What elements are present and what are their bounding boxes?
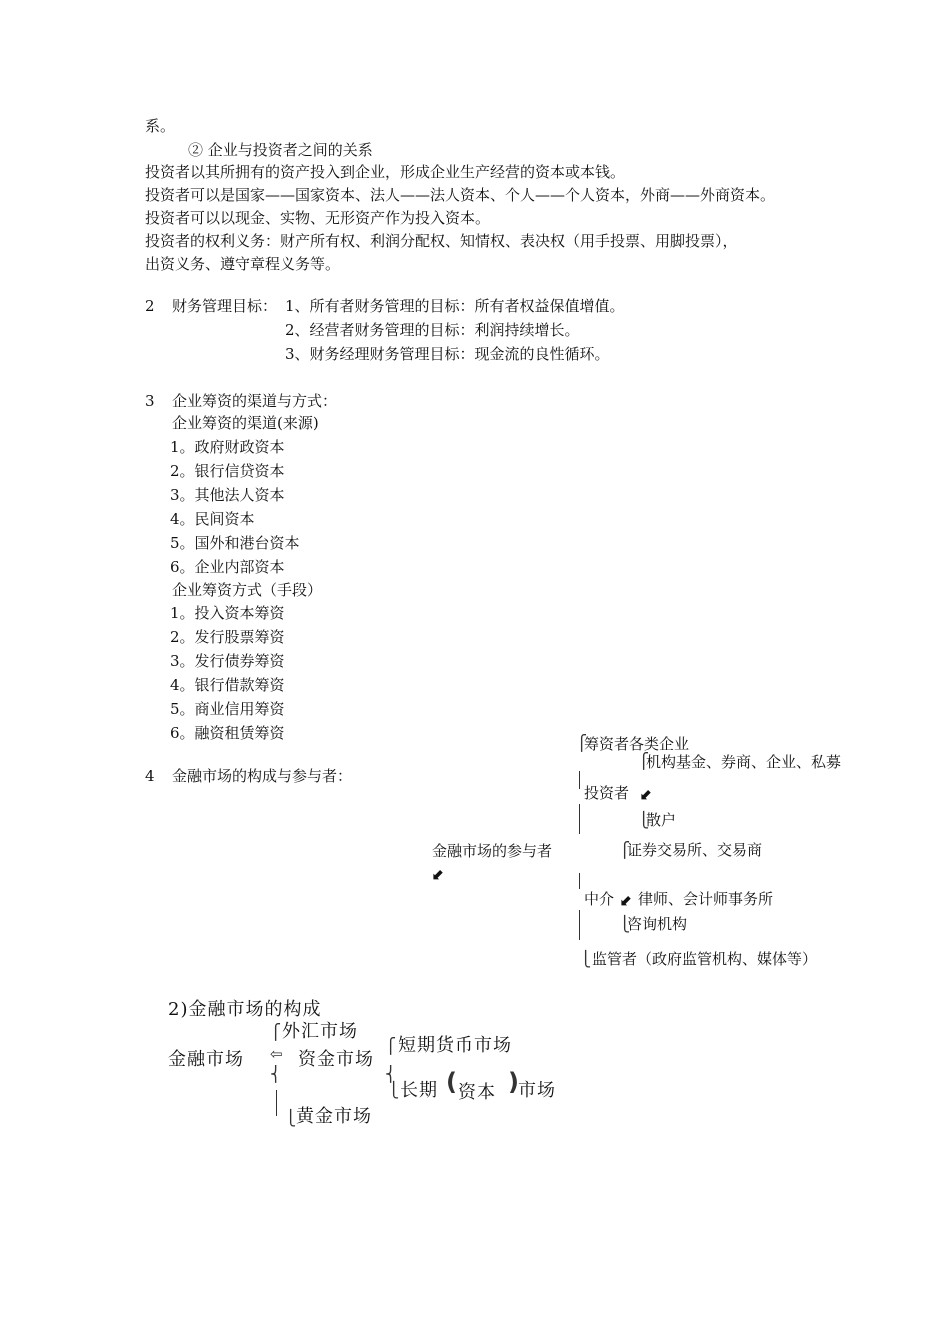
section-3-number: 3	[145, 392, 155, 410]
channel-item: 1。政府财政资本	[170, 438, 285, 456]
composition-root: 金融市场	[168, 1049, 244, 1070]
brace-bottom-icon: ⎩	[388, 1081, 400, 1099]
brace-line	[579, 873, 580, 889]
brace-bottom-icon: ⎩	[619, 915, 631, 933]
brace-top-icon: ⎧	[385, 1037, 397, 1055]
market-long-term-prefix: 长期	[400, 1080, 438, 1101]
method-item: 6。融资租赁筹资	[170, 724, 285, 742]
investor-retail: 散户	[646, 811, 677, 829]
channels-title: 企业筹资的渠道(来源)	[172, 414, 319, 432]
methods-title: 企业筹资方式（手段）	[172, 581, 323, 599]
participant-fundraiser: 筹资者各类企业	[584, 735, 690, 753]
intro-line-7: 出资义务、遵守章程义务等。	[145, 255, 341, 273]
composition-title: 2)金融市场的构成	[168, 999, 322, 1020]
channel-item: 4。民间资本	[170, 510, 255, 528]
brace-top-icon: ⎧	[638, 752, 650, 770]
section-2-goal-1: 1、所有者财务管理的目标：所有者权益保值增值。	[285, 297, 625, 315]
brace-line	[579, 804, 580, 834]
brace-line	[579, 771, 580, 789]
paren-close-icon: )	[508, 1068, 519, 1096]
intro-line-5: 投资者可以以现金、实物、无形资产作为投入资本。	[145, 209, 491, 227]
method-item: 5。商业信用筹资	[170, 700, 285, 718]
method-item: 3。发行债券筹资	[170, 652, 285, 670]
brace-mid-icon: ⎨	[385, 1065, 397, 1083]
market-long-term-suffix: 市场	[518, 1080, 556, 1101]
section-4-number: 4	[145, 767, 155, 785]
participant-intermediary: 中介	[584, 890, 615, 908]
method-item: 4。银行借款筹资	[170, 676, 285, 694]
intro-line-4: 投资者可以是国家——国家资本、法人——法人资本、个人——个人资本，外商——外商资本。	[145, 186, 776, 204]
section-2-label: 财务管理目标：	[172, 297, 278, 315]
participant-regulator: 监管者（政府监管机构、媒体等）	[592, 950, 818, 968]
channel-item: 5。国外和港台资本	[170, 534, 300, 552]
market-short-term: 短期货币市场	[398, 1035, 512, 1056]
intro-line-3: 投资者以其所拥有的资产投入到企业，形成企业生产经营的资本或本钱。	[145, 163, 626, 181]
arrow-icon: ⬋	[620, 891, 633, 909]
intermediary-consult: 咨询机构	[627, 915, 688, 933]
brace-mid-icon: ⎨	[270, 1065, 282, 1083]
brace-bottom-icon: ⎩	[638, 811, 650, 829]
arrow-icon: ⬋	[432, 865, 445, 883]
brace-line	[579, 910, 580, 940]
intermediary-exchange: 证券交易所、交易商	[627, 841, 763, 859]
brace-bottom-icon: ⎩	[285, 1109, 297, 1127]
market-forex: 外汇市场	[282, 1021, 358, 1042]
paren-open-icon: (	[446, 1068, 457, 1096]
market-long-term-capital: 资本	[458, 1082, 496, 1103]
brace-top-icon: ⎧	[619, 841, 631, 859]
channel-item: 2。银行信贷资本	[170, 462, 285, 480]
section-2-goal-2: 2、经营者财务管理的目标：利润持续增长。	[285, 321, 580, 339]
brace-bottom-icon: ⎩	[580, 950, 592, 968]
section-2-goal-3: 3、财务经理财务管理目标：现金流的良性循环。	[285, 345, 610, 363]
market-capital: 资金市场	[298, 1049, 374, 1070]
intro-line-1: 系。	[145, 117, 176, 135]
section-3-title: 企业筹资的渠道与方式：	[172, 392, 338, 410]
method-item: 2。发行股票筹资	[170, 628, 285, 646]
investor-institutions: 机构基金、券商、企业、私募	[646, 753, 842, 771]
participant-investor: 投资者	[584, 784, 630, 802]
channel-item: 3。其他法人资本	[170, 486, 285, 504]
channel-item: 6。企业内部资本	[170, 558, 285, 576]
arrow-left-icon: ⇦	[270, 1045, 283, 1063]
brace-top-icon: ⎧	[576, 734, 588, 752]
intro-line-6: 投资者的权利义务：财产所有权、利润分配权、知情权、表决权（用手投票、用脚投票），	[145, 232, 738, 250]
method-item: 1。投入资本筹资	[170, 604, 285, 622]
section-2-number: 2	[145, 297, 155, 315]
intro-heading: ② 企业与投资者之间的关系	[188, 141, 373, 159]
arrow-icon: ⬋	[640, 785, 653, 803]
intermediary-lawyer: 律师、会计师事务所	[638, 890, 774, 908]
section-4-title: 金融市场的构成与参与者：	[172, 767, 353, 785]
market-gold: 黄金市场	[296, 1106, 372, 1127]
brace-line	[276, 1090, 277, 1116]
participants-root: 金融市场的参与者	[432, 842, 553, 860]
brace-top-icon: ⎧	[270, 1023, 282, 1041]
